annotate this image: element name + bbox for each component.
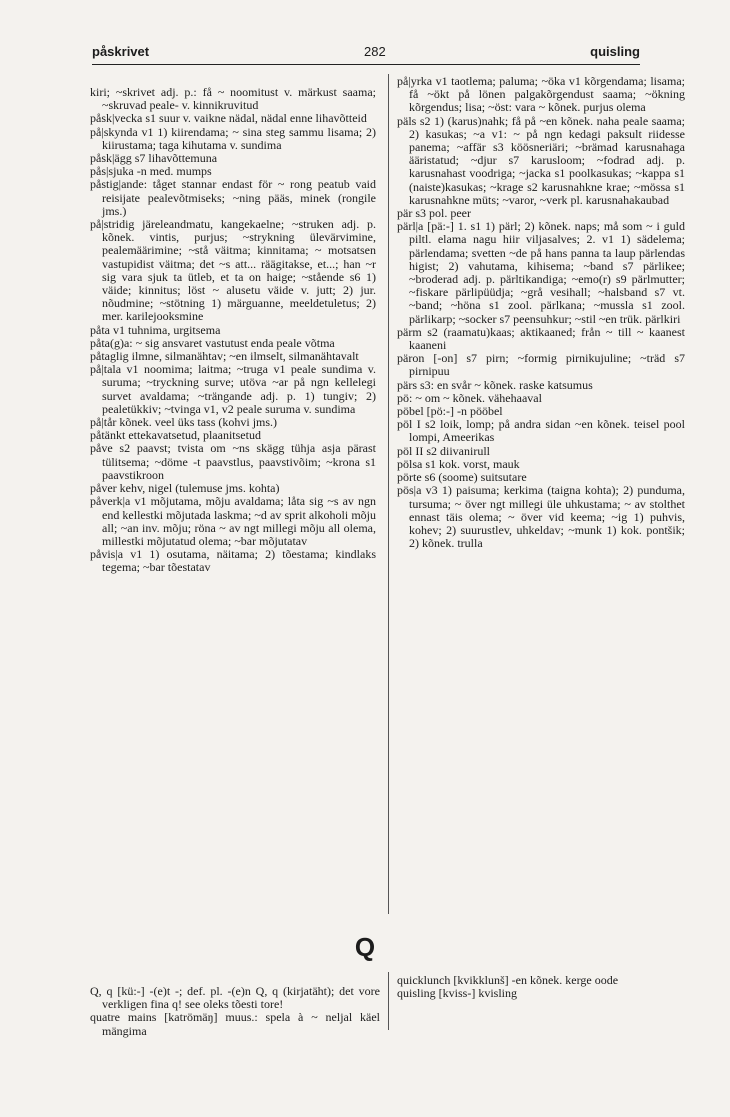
dictionary-entry: påsk|ägg s7 lihavõttemuna bbox=[90, 151, 218, 166]
dictionary-entry: påta v1 tuhnima, urgitsema bbox=[90, 322, 221, 337]
dictionary-entry: quatre mains [katrömäŋ] muus.: spela à ~ neljal käel mängima bbox=[90, 1010, 380, 1038]
column-divider bbox=[388, 972, 389, 1030]
column-divider bbox=[388, 74, 389, 914]
running-head-left: påskrivet bbox=[92, 44, 150, 59]
dictionary-entry: pärl|a [pä:-] 1. s1 1) pärl; 2) kõnek. naps; må som ~ i guld piltl. elama nagu hiir viljasalves; 2. v1 1) sädelema; pärlendama; svetten ~de på hans panna ta laup pärlendas higist; 2) vahutama, kihisema; ~band s7 pärlikee; ~broderad adj. p. pärltikandiga; ~emo(r) s9 pärlmutter; ~fiskare pärlipüüdja; ~grå vesihall; ~halsband s7 vt. ~band; ~höna s1 zool. pärlkana; ~mussla s1 zool. pärlikarp; ~socker s7 peensuhkur; ~stil ~en trük. pärlkiri bbox=[397, 219, 685, 326]
dictionary-entry: påve s2 paavst; tvista om ~ns skägg tühja asja pärast tülitsema; ~döme -t paavstlus, paavstivõim; ~krona s1 paavstikroon bbox=[90, 441, 376, 482]
q-left-column bbox=[90, 985, 380, 1038]
dictionary-entry: päron [-on] s7 pirn; ~formig pirnikujuline; ~träd s7 pirnipuu bbox=[397, 351, 685, 379]
dictionary-entry: påtaglig ilmne, silmanähtav; ~en ilmselt, silmanähtavalt bbox=[90, 349, 359, 364]
dictionary-entry: Q, q [kü:-] -(e)t -; def. pl. -(e)n Q, q (kirjatäht); det vore verkligen fina q! see oleks tõesti tore! bbox=[90, 984, 380, 1012]
q-right-column bbox=[397, 974, 685, 1000]
dictionary-entry: påverk|a v1 mõjutama, mõju avaldama; låta sig ~s av ngn end kellestki mõjutada laskma; ~d av sprit alkoholi mõju all; ~an inv. mõju; röna ~ av ngt millegi mõju all olema, millestki mõjutatud olema; ~bar mõjutatav bbox=[90, 494, 376, 548]
dictionary-entry: pölsa s1 kok. vorst, mauk bbox=[397, 456, 520, 471]
dictionary-entry: pörte s6 (soome) suitsutare bbox=[397, 470, 527, 485]
header-rule bbox=[92, 64, 640, 65]
dictionary-entry: pös|a v3 1) paisuma; kerkima (taigna kohta); 2) punduma, tursuma; ~ över ngt millegi üle uhkustama; ~ av stolthet ennast täis olema; ~ över vid keema; ~ig 1) puhvis, kohev; 2) suurustlev, uhkeldav; ~munk 1) kok. pontšik; 2) kõnek. trulla bbox=[397, 483, 685, 551]
dictionary-entry: quisling [kviss-] kvisling bbox=[397, 986, 518, 1001]
left-column bbox=[90, 86, 376, 575]
section-letter: Q bbox=[354, 932, 376, 962]
dictionary-entry: på|stridig järeleandmatu, kangekaelne; ~struken adj. p. kõnek. vintis, purjus; ~strykning ülevärvimine, pealemäärimine; ~stå väitma; kinnitama; ~ motsatsen vastupidist väitma; det ~s att... räägitakse, et...; han ~r sig vara sjuk ta ütleb, et ta on haige; ~stående s6 1) väide; kinnitus; löst ~ alusetu väide v. jutt; 2) jur. nõudmine; ~stötning 1) märguanne, meeldetuletus; 2) mer. karilejooksmine bbox=[90, 217, 376, 324]
dictionary-entry: påtänkt ettekavatsetud, plaanitsetud bbox=[90, 428, 261, 443]
dictionary-entry: päls s2 1) (karus)nahk; få på ~en kõnek. naha peale saama; 2) kasukas; ~a v1: ~ på ngn kedagi paksult riidesse panema; ~affär s3 köösneriäri; ~brämad karusnahaga ääristatud; ~djur s7 karusloom; ~fodrad adj. p. karusnahast voodriga; ~jacka s1 poolkasukas; ~kappa s1 (naiste)kasukas; ~krage s2 karusnahkne krae; ~mössa s1 karusnahkne müts; ~varor, ~verk pl. karusnahakaubad bbox=[397, 113, 685, 207]
dictionary-entry: påver kehv, nigel (tulemuse jms. kohta) bbox=[90, 481, 280, 496]
dictionary-entry: påvis|a v1 1) osutama, näitama; 2) tõestama; kindlaks tegema; ~bar tõestatav bbox=[90, 547, 376, 575]
dictionary-entry: pär s3 pol. peer bbox=[397, 206, 471, 221]
dictionary-entry: pås|sjuka -n med. mumps bbox=[90, 164, 212, 179]
dictionary-entry: påsk|vecka s1 suur v. vaikne nädal, nädal enne lihavõtteid bbox=[90, 111, 367, 126]
dictionary-entry: pö: ~ om ~ kõnek. vähehaaval bbox=[397, 390, 542, 405]
dictionary-entry: pöl II s2 diivanirull bbox=[397, 443, 490, 458]
right-column bbox=[397, 75, 685, 550]
dictionary-entry: påstig|ande: tåget stannar endast för ~ rong peatub vaid reisijate pealevõtmiseks; ~ning pääs, minek (rongile jms.) bbox=[90, 177, 376, 218]
page-number: 282 bbox=[364, 44, 386, 59]
dictionary-entry: pöl I s2 loik, lomp; på andra sidan ~en kõnek. teisel pool lompi, Ameerikas bbox=[397, 417, 685, 445]
dictionary-entry: quicklunch [kvikklunš] -en kõnek. kerge oode bbox=[397, 973, 619, 987]
dictionary-entry: pöbel [pö:-] -n pööbel bbox=[397, 404, 503, 419]
dictionary-entry: pärs s3: en svår ~ kõnek. raske katsumus bbox=[397, 377, 593, 392]
dictionary-entry: på|tala v1 noomima; laitma; ~truga v1 peale sundima v. suruma; ~tryckning surve; utöva ~ar på ngn kellelegi survet avaldama; ~trängande adj. p. 1) tungiv; 2) pealetükkiv; ~tvinga v1, v2 peale suruma v. sundima bbox=[90, 362, 376, 416]
dictionary-entry: kiri; ~skrivet adj. p.: få ~ noomitust v. märkust saama; ~skruvad peale- v. kinnikruvitud bbox=[90, 85, 376, 113]
dictionary-entry: på|yrka v1 taotlema; paluma; ~öka v1 kõrgendama; lisama; få ~ökt på lönen palgakõrgendust saama; ~ökning kõrgendus; lisa; ~öst: vara ~ kõnek. purjus olema bbox=[397, 74, 685, 115]
running-head-right: quisling bbox=[590, 44, 640, 59]
dictionary-entry: på|skynda v1 1) kiirendama; ~ sina steg sammu lisama; 2) kiirustama; taga kihutama v. sundima bbox=[90, 124, 376, 152]
dictionary-entry: pärm s2 (raamatu)kaas; aktikaaned; från ~ till ~ kaanest kaaneni bbox=[397, 324, 685, 353]
dictionary-entry: påta(g)a: ~ sig ansvaret vastutust enda peale võtma bbox=[90, 335, 335, 350]
dictionary-entry: på|tår kõnek. veel üks tass (kohvi jms.) bbox=[90, 415, 278, 430]
